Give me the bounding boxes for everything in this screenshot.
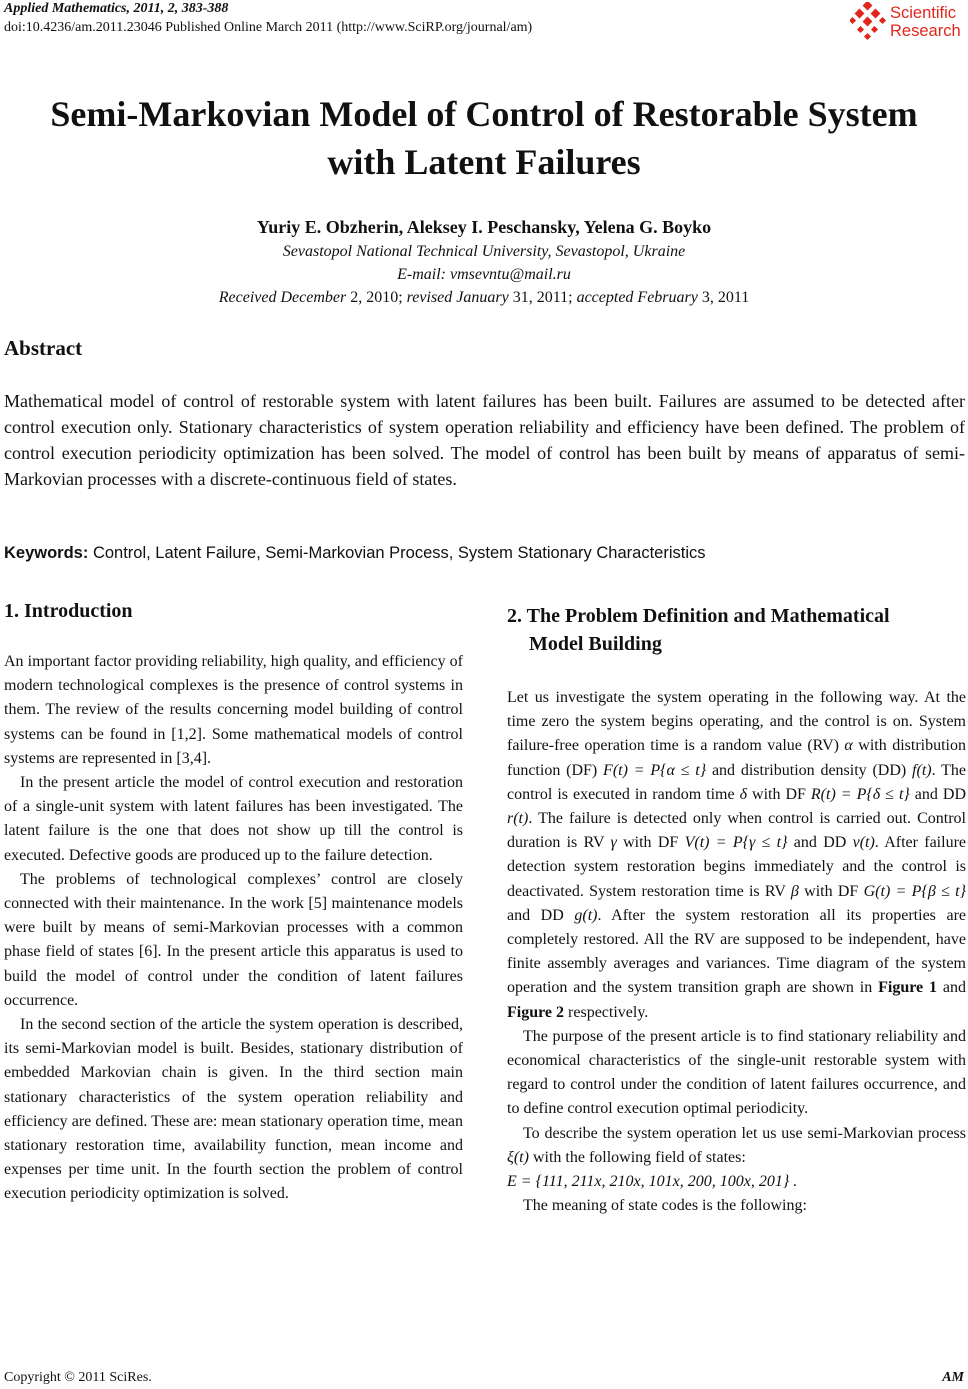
math-f-dd: f(t) [912,761,932,779]
text-run: respectively. [564,1003,649,1021]
abstract-heading: Abstract [4,336,83,360]
abstract-text: Mathematical model of control of restorable system with latent failures has been built. Failures are assumed to be detected after control execution only. Stationary characteristics of system operation reliability and efficiency have been defined. The problem of control execution periodicity optimization has been solved. The model of control has been built by means of apparatus of semi-Markovian processes with a discrete-continuous field of states. [4,391,965,489]
text-run: . The control is executed in random time [507,761,966,803]
text-run: To describe the system operation let us use semi-Markovian process [523,1124,966,1142]
keywords-label: Keywords: [4,544,89,562]
text-run: . The failure is detected only when control is carried out. Control duration is RV [507,810,966,852]
math-F-df: F(t) = P{α ≤ t} [603,761,707,779]
logo-word-scientific: Scientific [890,4,957,22]
math-g-dd: g(t) [574,906,598,924]
text-run: and [937,979,967,997]
title-line-1: Semi-Markovian Model of Control of Restorable System [50,94,918,134]
title-line-2: with Latent Failures [327,142,641,182]
figure-2-ref[interactable]: Figure 2 [507,1003,565,1021]
section-2-heading-line-2: Model Building [529,633,662,655]
math-V-df: V(t) = P{γ ≤ t} [684,834,788,852]
math-v-dd: v(t) [852,834,875,852]
math-beta: β [790,882,799,900]
received-label: Received December [218,289,347,306]
model-paragraph-4: The meaning of state codes is the following: [523,1197,807,1215]
intro-paragraph-2: In the present article the model of control execution and restoration of a single-unit system with latent failures has been investigated. The latent failure is the one that does not show up till the control is executed. Defective goods are produced up to the failure detection. [4,774,463,864]
accepted-label: accepted February [576,289,698,306]
math-alpha: α [844,737,853,755]
text-run: Let us investigate the system operating in the following way. At the time zero the system begins operating, and the control is on. System failure-free operation time is a random value (RV) [507,689,966,755]
math-G-df: G(t) = P{β ≤ t} [863,882,966,900]
email-address: : vmsevntu@mail.ru [440,266,571,283]
text-run: and distribution density (DD) [706,761,913,779]
math-gamma: γ [610,834,617,852]
text-run: and DD [787,834,853,852]
text-run: with DF [616,834,685,852]
logo-word-research: Research [890,22,961,40]
revised-label: revised January [406,289,509,306]
text-run: with distribution function (DF) [507,737,966,779]
model-paragraph-2: The purpose of the present article is to find stationary reliability and economical characteristics of the single-unit restorable system with regard to control under the condition of latent failures occurrence, and to define control execution optimal periodicity. [507,1027,966,1118]
email-label: E-mail [397,266,441,283]
model-paragraph-3 [507,1122,966,1170]
math-xi: ξ(t) [507,1148,529,1166]
scientific-research-logo [850,0,968,44]
section-2-heading-line-1: 2. The Problem Definition and Mathematical [507,605,890,627]
journal-header: Applied Mathematics, 2011, 2, 383-388 [4,1,229,16]
revised-date: 31, 2011; [508,289,577,306]
affiliation: Sevastopol National Technical University, Sevastopol, Ukraine [282,243,686,260]
keywords-line [4,542,706,563]
math-R-df: R(t) = P{δ ≤ t} [810,785,910,803]
intro-paragraph-1: An important factor providing reliability, high quality, and efficiency of modern technological complexes is the presence of control systems in them. The review of the results concerning model building of control systems can be found in [1,2]. Some mathematical models of control systems are represented in [3,4]. [4,653,463,767]
dates-line [0,289,968,307]
figure-1-ref[interactable]: Figure 1 [878,979,938,997]
intro-paragraph-4: In the second section of the article the system operation is described, its semi-Markovian model is built. Besides, stationary distribution of embedded Markovian chain is given. In the third section main stationary characteristics of the system operation reliability and efficiency are defined. These are: mean stationary operation time, mean stationary restoration time, availability function, mean income and expenses per time unit. In the fourth section the problem of control execution periodicity optimization is solved. [4,1016,463,1203]
keywords-list: Control, Latent Failure, Semi-Markovian Process, System Stationary Characteristics [88,544,706,562]
state-set-equation: E = {111, 211x, 210x, 101x, 200, 100x, 201} . [507,1173,798,1191]
text-run: and DD [909,785,966,803]
right-column [507,686,966,1218]
left-column [4,650,463,1207]
authors: Yuriy E. Obzherin, Aleksey I. Peschansky, Yelena G. Boyko [256,217,712,237]
math-r-dd: r(t) [507,810,529,828]
copyright-footer: Copyright © 2011 SciRes. [4,1370,152,1385]
text-run: and DD [507,906,575,924]
paper-title [0,90,968,186]
section-1-heading: 1. Introduction [4,600,133,622]
logo-mark-icon [850,2,888,42]
text-run: with the following field of states: [528,1148,746,1166]
journal-abbr-footer: AM [942,1370,964,1385]
section-2-heading [507,602,968,658]
accepted-date: 3, 2011 [697,289,750,306]
received-date: 2, 2010; [346,289,407,306]
text-run: with DF [798,882,864,900]
math-delta: δ [739,785,748,803]
doi-line: doi:10.4236/am.2011.23046 Published Online March 2011 (http://www.SciRP.org/journal/am) [4,20,533,35]
text-run: . After failure detection system restoration begins immediately and the control is deactivated. System restoration time is RV [507,834,966,900]
email-line [0,266,968,284]
text-run: . After the system restoration all its properties are completely restored. All the RV are supposed to be independent, have finite assembly averages and variances. Time diagram of the system operation and the system transition graph are shown in [507,906,967,997]
model-paragraph-1 [507,686,966,1025]
intro-paragraph-3: The problems of technological complexes’ control are closely connected with their maintenance. In the work [5] maintenance models were built by means of semi-Markovian processes with a common phase field of states [6]. In the present article this apparatus is used to build the model of control under the condition of latent failures occurrence. [4,870,463,1009]
text-run: with DF [747,785,811,803]
